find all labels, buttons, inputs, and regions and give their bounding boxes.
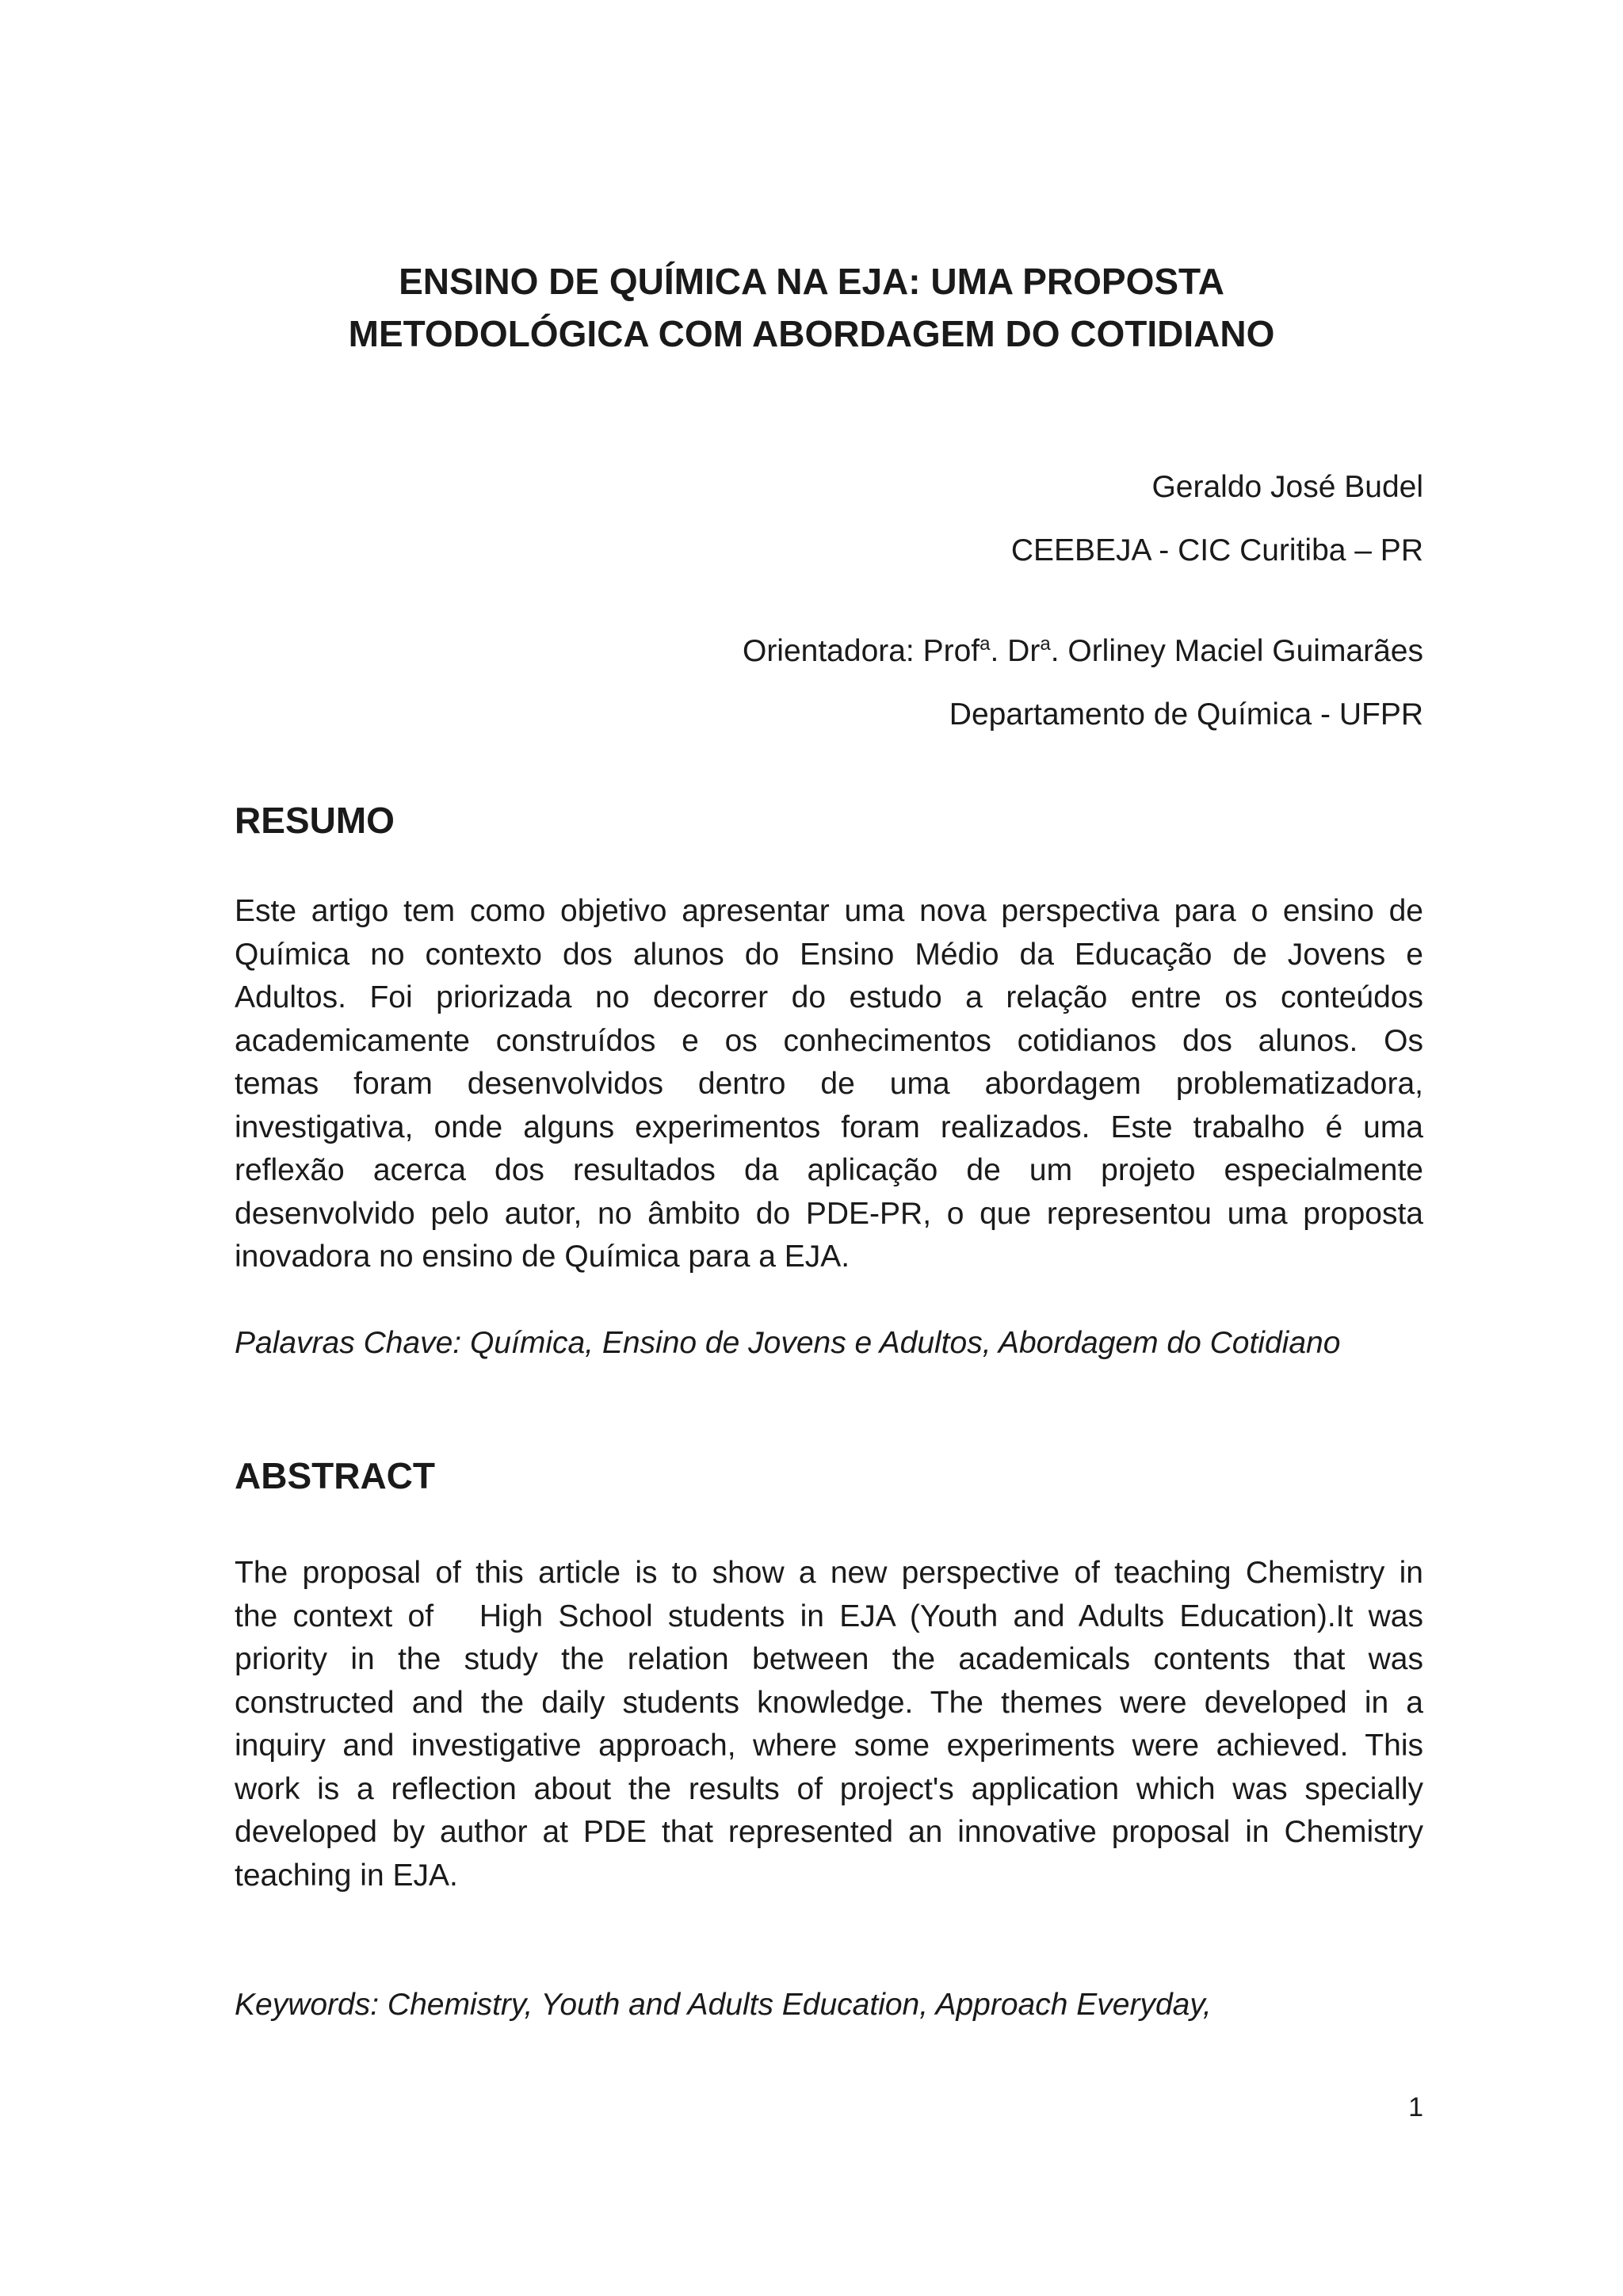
advisor-prefix: Orientadora: Prof (742, 634, 980, 668)
abstract-body (235, 1552, 1423, 1897)
abstract-line: work is a reflection about the results of project's application which was specially (235, 1771, 1423, 1806)
abstract-keywords: Keywords: Chemistry, Youth and Adults Education, Approach Everyday, (235, 1988, 1212, 2022)
resumo-line: temas foram desenvolvidos dentro de uma abordagem problematizadora, (235, 1067, 1423, 1101)
title-line-2: METODOLÓGICA COM ABORDAGEM DO COTIDIANO (348, 313, 1275, 354)
advisor-mid: . Dr (990, 634, 1041, 668)
abstract-line: priority in the study the relation between the academicals contents that was (235, 1642, 1423, 1676)
abstract-line: developed by author at PDE that represented an innovative proposal in Chemistry (235, 1815, 1423, 1849)
abstract-line: The proposal of this article is to show a new perspective of teaching Chemistry in (235, 1556, 1423, 1590)
advisor-sup-1: a (980, 633, 991, 655)
page-title (0, 255, 1623, 360)
abstract-line: inquiry and investigative approach, where some experiments were achieved. This (235, 1729, 1423, 1763)
resumo-line: academicamente construídos e os conhecimentos cotidianos dos alunos. Os (235, 1023, 1423, 1058)
resumo-keywords: Palavras Chave: Química, Ensino de Jovens e Adultos, Abordagem do Cotidiano (235, 1326, 1341, 1360)
resumo-line: Este artigo tem como objetivo apresentar uma nova perspectiva para o ensino de (235, 894, 1423, 928)
resumo-line: inovadora no ensino de Química para a EJA. (235, 1240, 850, 1274)
advisor-line (235, 630, 1423, 673)
resumo-line: Adultos. Foi priorizada no decorrer do estudo a relação entre os conteúdos (235, 980, 1423, 1014)
resumo-line: Química no contexto dos alunos do Ensino Médio da Educação de Jovens e (235, 937, 1423, 972)
resumo-heading: RESUMO (235, 800, 395, 841)
abstract-line: constructed and the daily students knowledge. The themes were developed in a (235, 1685, 1423, 1720)
advisor-sup-2: a (1040, 633, 1051, 655)
author-affiliation: CEEBEJA - CIC Curitiba – PR (1010, 533, 1423, 567)
resumo-body (235, 890, 1423, 1279)
resumo-line: investigativa, onde alguns experimentos foram realizados. Este trabalho é uma (235, 1110, 1423, 1144)
page-number: 1 (1408, 2092, 1423, 2122)
author-name: Geraldo José Budel (1151, 470, 1423, 504)
resumo-line: desenvolvido pelo autor, no âmbito do PDE-PR, o que representou uma proposta (235, 1196, 1423, 1231)
advisor-name: . Orliney Maciel Guimarães (1050, 634, 1423, 668)
advisor-department: Departamento de Química - UFPR (949, 697, 1423, 732)
abstract-line: teaching in EJA. (235, 1858, 458, 1893)
abstract-line: the context of High School students in EJA (Youth and Adults Education).It was (235, 1599, 1423, 1633)
abstract-heading: ABSTRACT (235, 1455, 435, 1496)
title-line-1: ENSINO DE QUÍMICA NA EJA: UMA PROPOSTA (399, 261, 1224, 302)
resumo-line: reflexão acerca dos resultados da aplicação de um projeto especialmente (235, 1153, 1423, 1187)
